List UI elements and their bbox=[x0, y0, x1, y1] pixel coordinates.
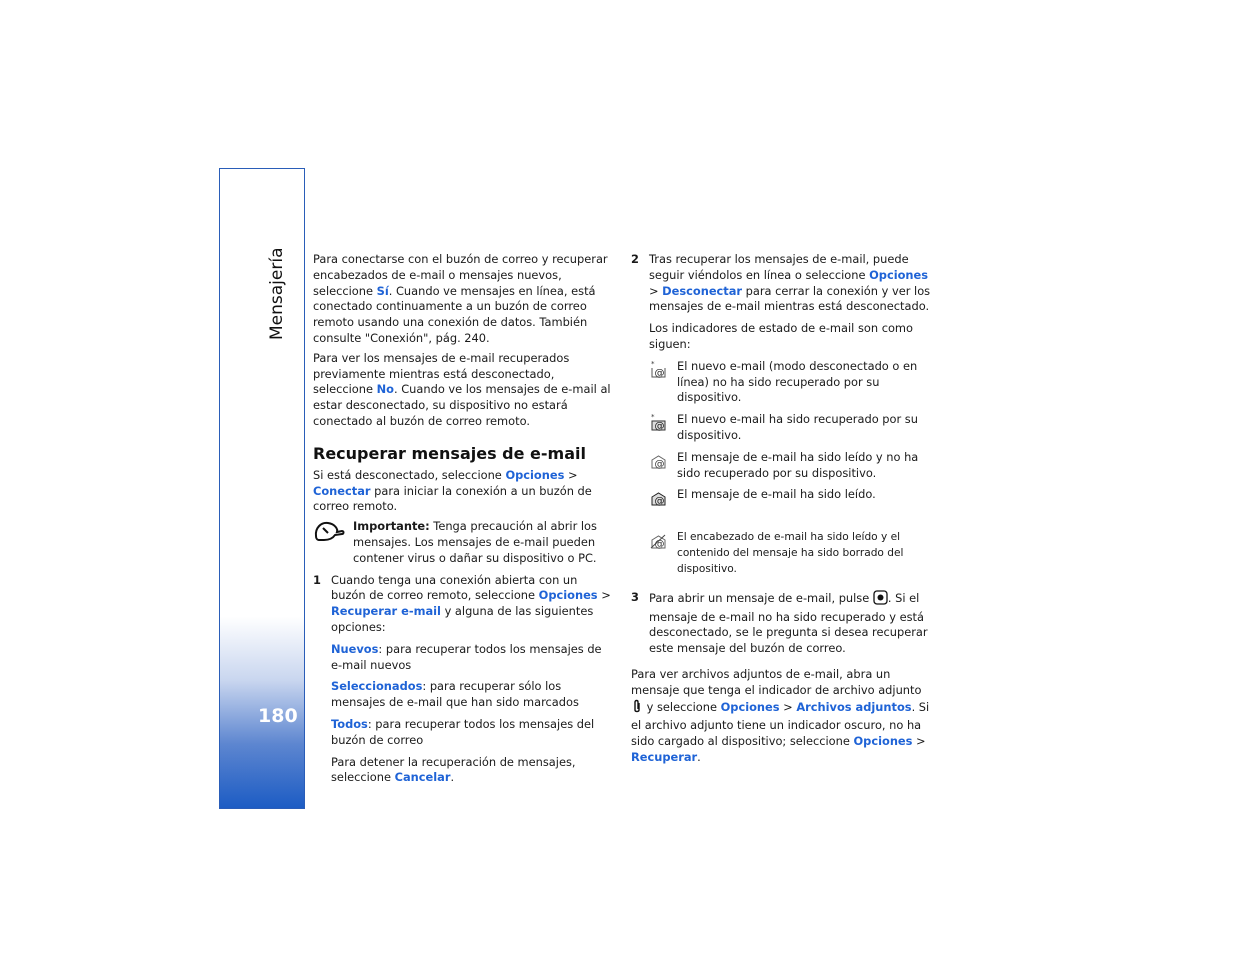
svg-text:*: * bbox=[651, 414, 655, 422]
page-number: 180 bbox=[258, 705, 298, 727]
option-seleccionados: Seleccionados: para recuperar sólo los mensajes de e-mail que han sido marcados bbox=[331, 679, 579, 710]
right-column bbox=[631, 252, 933, 770]
svg-text:@: @ bbox=[654, 539, 665, 551]
option-nuevos: Nuevos: para recuperar todos los mensajes de e-mail nuevos bbox=[331, 641, 602, 672]
svg-text:*: * bbox=[651, 360, 655, 368]
indicator-row: @ El encabezado de e-mail ha sido leído y el contenido del mensaje ha sido borrado del dispositivo. bbox=[649, 530, 933, 577]
option-si: Sí bbox=[376, 283, 389, 298]
left-column bbox=[313, 252, 615, 792]
svg-text:@: @ bbox=[654, 367, 665, 379]
important-note: Importante: Tenga precaución al abrir los mensajes. Los mensajes de e-mail pueden contener virus o dañar su dispositivo o PC. bbox=[313, 519, 615, 566]
indicator-row: @ El mensaje de e-mail ha sido leído. bbox=[649, 487, 933, 518]
intro-paragraph-online: Para conectarse con el buzón de correo y recuperar encabezados de e-mail o mensajes nuevos, seleccione Sí. Cuando ve mensajes en línea, está conectado continuamente a un buzón de correo remoto usando una conexión de datos. También consulte "Conexión", pág. 240. bbox=[313, 252, 608, 345]
new-email-not-retrieved-icon bbox=[649, 359, 677, 406]
intro-paragraph-offline: Para ver los mensajes de e-mail recuperados previamente mientras está desconectado, seleccione No. Cuando ve los mensajes de e-mail al estar desconectado, su dispositivo no estará conectado al buzón de correo remoto. bbox=[313, 350, 611, 428]
stop-retrieval: Para detener la recuperación de mensajes, seleccione Cancelar. bbox=[331, 754, 576, 785]
step-2: 2 Tras recuperar los mensajes de e-mail, puede seguir viéndolos en línea o seleccione Opciones > Desconectar para cerrar la conexión y ver los mensajes de e-mail mientras está desconectado. Los indicadores de estado de e-mail son como siguen: * @ El nuevo e-mail (modo desconectado o en línea) no ha sido recuperado por su dispositivo. * @ El nuevo e-mail ha sido recuperado por su dispositivo. @ El mensaje de e-mail ha sido leído y no ha sido recuperado por su dispositivo. @ El mensaje de e-mail ha sido leído. @ El encabezado de e-mail ha sido leído y el contenido del mensaje ha sido borrado del dispositivo. bbox=[631, 252, 933, 584]
step-3: 3 Para abrir un mensaje de e-mail, pulse . Si el mensaje de e-mail no ha sido recuperado y está desconectado, se le pregunta si desea recuperar este mensaje del buzón de correo. bbox=[631, 589, 928, 656]
email-read-not-retrieved-icon bbox=[649, 450, 677, 482]
new-email-retrieved-icon bbox=[649, 412, 677, 444]
svg-text:@: @ bbox=[654, 496, 665, 508]
email-header-read-content-deleted-icon bbox=[649, 530, 677, 577]
attachments-paragraph: Para ver archivos adjuntos de e-mail, abra un mensaje que tenga el indicador de archivo adjunto y seleccione Opciones > Archivos adjuntos. Si el archivo adjunto tiene un indicador oscuro, no ha sido cargado al dispositivo; seleccione Opciones > Recuperar. bbox=[631, 666, 930, 764]
option-todos: Todos: para recuperar todos los mensajes del buzón de correo bbox=[331, 716, 595, 747]
section-heading: Recuperar mensajes de e-mail bbox=[313, 443, 586, 463]
indicator-row: * @ El nuevo e-mail (modo desconectado o en línea) no ha sido recuperado por su dispositivo. bbox=[651, 358, 918, 405]
step-1: 1 Cuando tenga una conexión abierta con un buzón de correo remoto, seleccione Opciones > Recuperar e-mail y alguna de las siguientes opciones: Nuevos: para recuperar todos los mensajes de e-mail nuevos Seleccionados: para recuperar sólo los mensajes de e-mail que han sido marcados Todos: para recuperar todos los mensajes del buzón de correo Para detener la recuperación de mensajes, seleccione Cancelar. bbox=[313, 573, 615, 789]
attachment-icon bbox=[631, 699, 643, 719]
option-no: No bbox=[376, 382, 394, 397]
important-hand-icon bbox=[313, 519, 353, 566]
indicator-row: @ El mensaje de e-mail ha sido leído y no ha sido recuperado por su dispositivo. bbox=[649, 450, 933, 482]
indicator-row: * @ El nuevo e-mail ha sido recuperado por su dispositivo. bbox=[651, 412, 918, 442]
connect-paragraph: Si está desconectado, seleccione Opciones > Conectar para iniciar la conexión a un buzón de correo remoto. bbox=[313, 467, 592, 514]
svg-text:@: @ bbox=[654, 421, 665, 433]
svg-text:@: @ bbox=[654, 458, 665, 470]
email-read-icon bbox=[649, 487, 677, 518]
scroll-key-icon bbox=[873, 590, 888, 610]
